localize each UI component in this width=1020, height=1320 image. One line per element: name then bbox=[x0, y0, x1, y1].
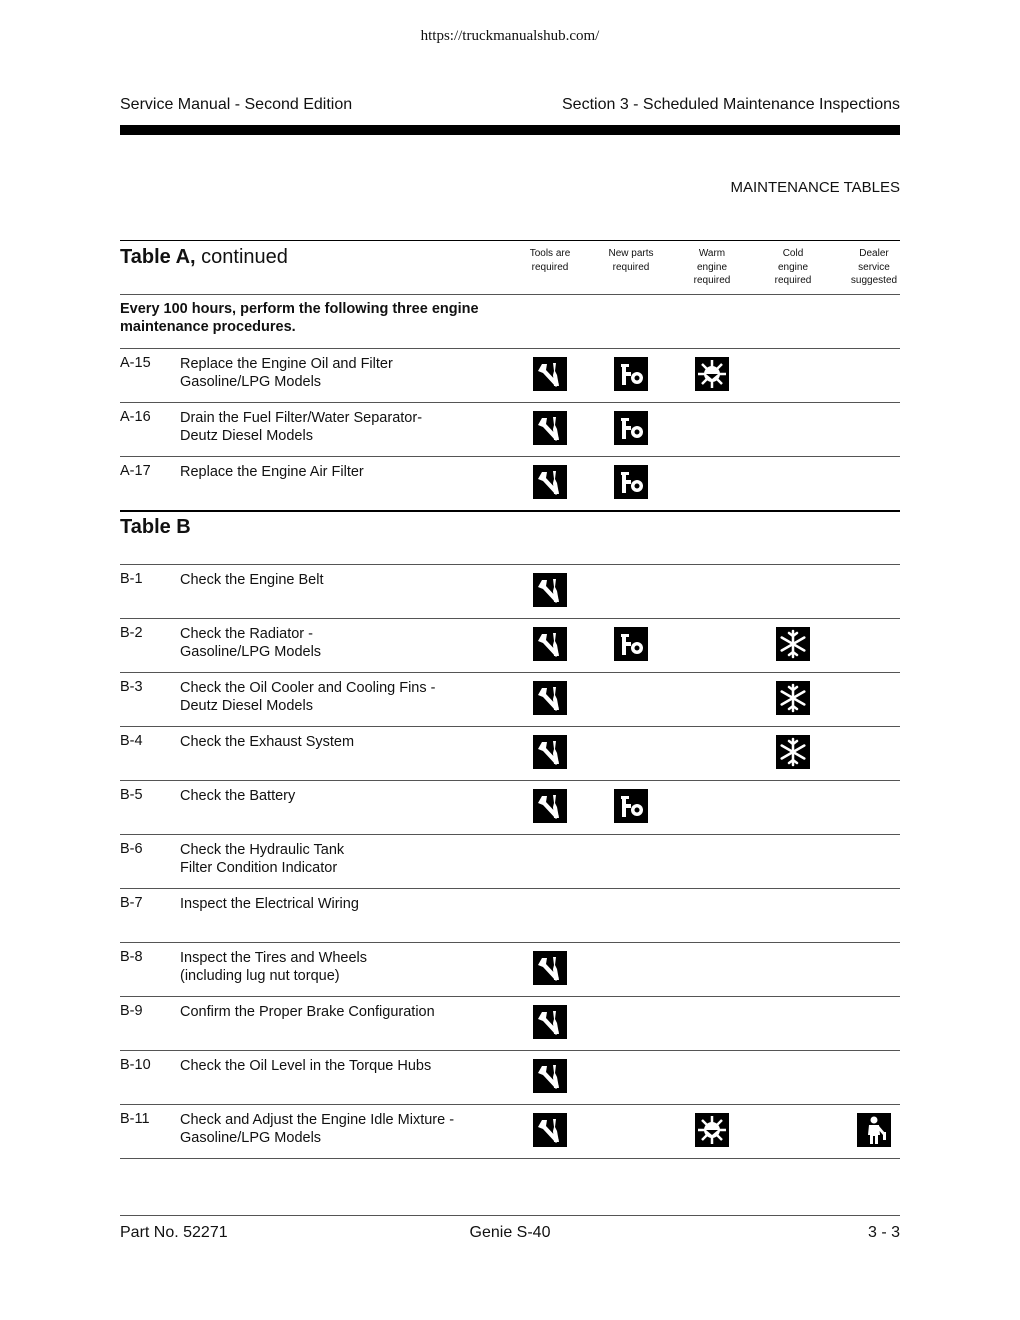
tools-icon bbox=[533, 681, 567, 715]
procedure-description: Replace the Engine Oil and Filter Gasoline/LPG Models bbox=[180, 356, 393, 390]
dealer-service-icon bbox=[857, 1113, 891, 1147]
warm-engine-icon bbox=[695, 1113, 729, 1147]
column-header-warm-engine: Warm engine required bbox=[693, 248, 731, 286]
table-row-b-2 bbox=[120, 618, 900, 672]
procedure-code: B-11 bbox=[120, 1111, 150, 1127]
column-header-new-parts: New parts required bbox=[608, 248, 654, 273]
warm-engine-icon bbox=[695, 357, 729, 391]
footer-model: Genie S-40 bbox=[469, 1224, 551, 1241]
procedure-description: Check the Oil Cooler and Cooling Fins - Deutz Diesel Models bbox=[180, 680, 436, 714]
tools-icon bbox=[533, 1113, 567, 1147]
table-row-a-15 bbox=[120, 348, 900, 402]
column-header-tools: Tools are required bbox=[529, 248, 571, 273]
tools-icon bbox=[533, 573, 567, 607]
table-b-title: Table B bbox=[120, 516, 191, 538]
tools-icon bbox=[533, 789, 567, 823]
cold-engine-icon bbox=[776, 627, 810, 661]
table-row-b-9 bbox=[120, 996, 900, 1050]
procedure-code: B-4 bbox=[120, 733, 143, 749]
new-parts-icon bbox=[614, 411, 648, 445]
procedure-description: Confirm the Proper Brake Configuration bbox=[180, 1004, 435, 1020]
table-row-b-1 bbox=[120, 564, 900, 618]
procedure-code: B-2 bbox=[120, 625, 143, 641]
tools-icon bbox=[533, 1005, 567, 1039]
procedure-code: A-15 bbox=[120, 355, 151, 371]
column-header-dealer-service: Dealer service suggested bbox=[850, 248, 898, 286]
procedure-code: B-6 bbox=[120, 841, 143, 857]
procedure-code: B-5 bbox=[120, 787, 143, 803]
procedure-code: A-16 bbox=[120, 409, 151, 425]
tools-icon bbox=[533, 627, 567, 661]
procedure-description: Check the Hydraulic Tank Filter Condition Indicator bbox=[180, 842, 345, 876]
procedure-description: Check the Radiator - Gasoline/LPG Models bbox=[180, 626, 322, 660]
procedure-code: B-9 bbox=[120, 1003, 143, 1019]
tools-icon bbox=[533, 951, 567, 985]
footer-page-number: 3 - 3 bbox=[867, 1224, 900, 1241]
header-bar bbox=[120, 125, 900, 135]
new-parts-icon bbox=[614, 627, 648, 661]
table-row-b-8 bbox=[120, 942, 900, 996]
procedure-description: Inspect the Tires and Wheels (including lug nut torque) bbox=[180, 950, 367, 984]
procedure-code: B-1 bbox=[120, 571, 143, 587]
table-a-title: Table A, continued bbox=[120, 246, 288, 268]
table-row-b-4 bbox=[120, 726, 900, 780]
procedure-code: A-17 bbox=[120, 463, 151, 479]
new-parts-icon bbox=[614, 465, 648, 499]
table-row-b-10 bbox=[120, 1050, 900, 1104]
header-section-title: Section 3 - Scheduled Maintenance Inspections bbox=[562, 96, 900, 113]
procedure-code: B-10 bbox=[120, 1057, 151, 1073]
cold-engine-icon bbox=[776, 681, 810, 715]
procedure-code: B-7 bbox=[120, 895, 143, 911]
procedure-description: Drain the Fuel Filter/Water Separator- Deutz Diesel Models bbox=[180, 410, 423, 444]
new-parts-icon bbox=[614, 357, 648, 391]
footer-rule bbox=[120, 1215, 900, 1216]
new-parts-icon bbox=[614, 789, 648, 823]
tools-icon bbox=[533, 735, 567, 769]
source-url: https://truckmanualshub.com/ bbox=[420, 28, 600, 44]
procedure-description: Check the Oil Level in the Torque Hubs bbox=[180, 1058, 432, 1074]
header-manual-title: Service Manual - Second Edition bbox=[120, 96, 353, 113]
table-row-b-6 bbox=[120, 834, 900, 888]
table-row-b-5 bbox=[120, 780, 900, 834]
procedure-code: B-3 bbox=[120, 679, 143, 695]
procedure-description: Check the Exhaust System bbox=[180, 734, 355, 750]
cold-engine-icon bbox=[776, 735, 810, 769]
tools-icon bbox=[533, 357, 567, 391]
procedure-description: Check the Engine Belt bbox=[180, 572, 324, 588]
tools-icon bbox=[533, 1059, 567, 1093]
section-name: MAINTENANCE TABLES bbox=[730, 179, 900, 196]
row-rule bbox=[120, 1158, 900, 1159]
column-header-cold-engine: Cold engine required bbox=[774, 248, 812, 286]
procedure-description: Replace the Engine Air Filter bbox=[180, 464, 364, 480]
table-a-header-rule bbox=[120, 294, 900, 295]
table-row-a-16 bbox=[120, 402, 900, 456]
table-a-note: Every 100 hours, perform the following three engine maintenance procedures. bbox=[120, 301, 479, 335]
tools-icon bbox=[533, 411, 567, 445]
procedure-description: Check the Battery bbox=[180, 788, 296, 804]
footer-part-number: Part No. 52271 bbox=[120, 1224, 228, 1241]
table-b-top-rule bbox=[120, 510, 900, 512]
table-row-b-11 bbox=[120, 1104, 900, 1158]
table-row-b-7 bbox=[120, 888, 900, 942]
table-row-b-3 bbox=[120, 672, 900, 726]
procedure-code: B-8 bbox=[120, 949, 143, 965]
table-row-a-17 bbox=[120, 456, 900, 510]
tools-icon bbox=[533, 465, 567, 499]
table-a-top-rule bbox=[120, 240, 900, 241]
procedure-description: Check and Adjust the Engine Idle Mixture - Gasoline/LPG Models bbox=[180, 1112, 455, 1146]
procedure-description: Inspect the Electrical Wiring bbox=[180, 896, 359, 912]
